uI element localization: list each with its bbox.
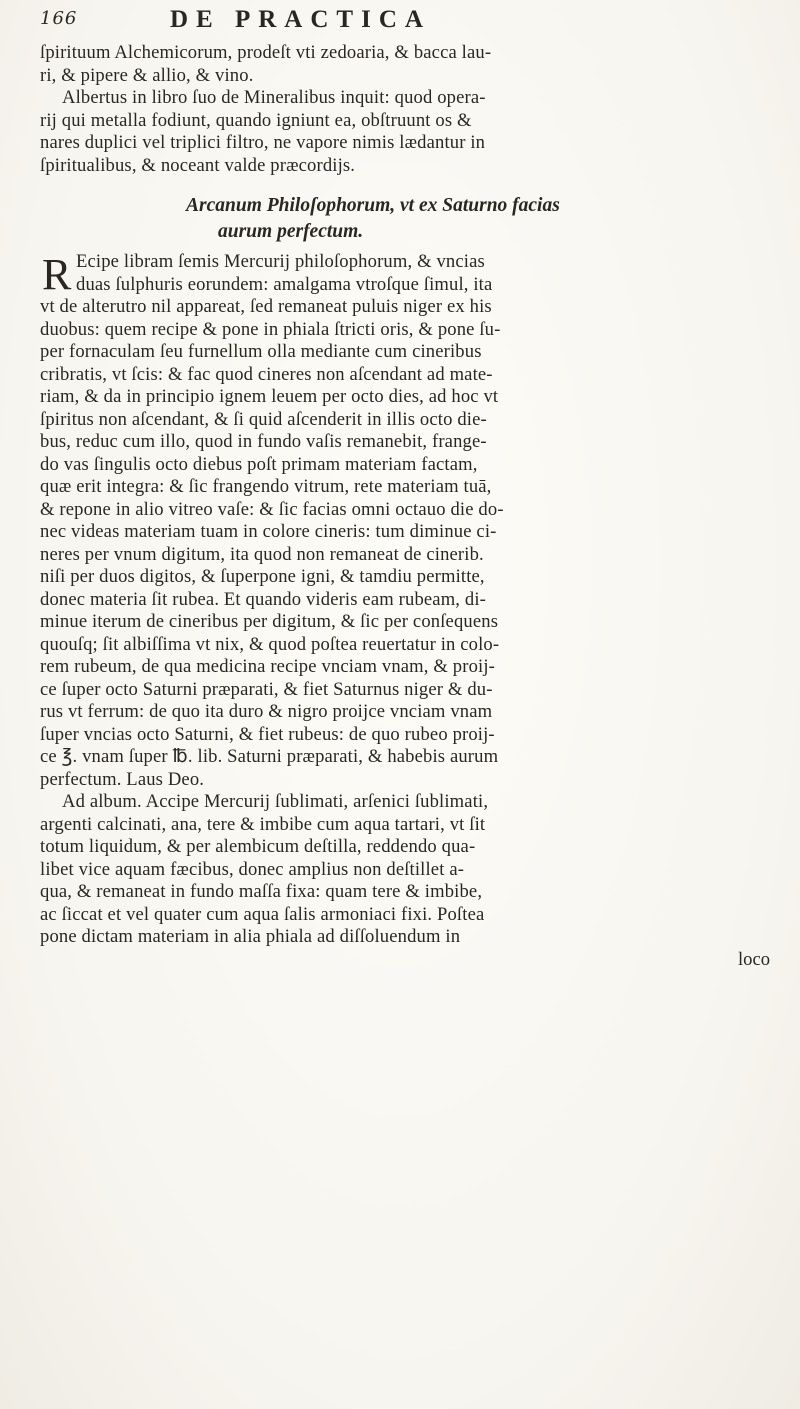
text-block: [40, 42, 780, 971]
text-line: Albertus in libro ſuo de Mineralibus inquit: quod opera-: [62, 87, 486, 108]
text-line: cribratis, vt ſcis: & fac quod cineres non aſcendant ad mate-: [40, 363, 493, 385]
text-line: rij qui metalla fodiunt, quando igniunt ea, obſtruunt os &: [40, 109, 472, 131]
text-line: nec videas materiam tuam in colore cineris: tum diminue ci-: [40, 521, 497, 542]
text-line: ſuper vncias octo Saturni, & fiet rubeus: de quo rubeo proij-: [40, 723, 495, 745]
catchword: loco: [737, 948, 770, 970]
text-line: qua, & remaneat in fundo maſſa fixa: quam tere & imbibe,: [40, 881, 483, 902]
text-line: ri, & pipere & allio, & vino.: [40, 64, 254, 86]
text-line: ſpirituum Alchemicorum, prodeſt vti zedoaria, & bacca lau-: [40, 42, 492, 63]
text-line: vt de alterutro nil appareat, ſed remaneat puluis niger ex his: [40, 296, 492, 317]
text-line: totum liquidum, & per alembicum deſtilla, reddendo qua-: [40, 836, 476, 857]
running-title: DE PRACTICA: [170, 6, 431, 33]
text-line: pone dictam materiam in alia phiala ad diſſoluendum in: [40, 926, 461, 947]
text-line: ſpiritualibus, & noceant valde præcordijs.: [40, 154, 356, 176]
section-heading: Arcanum Philoſophorum, vt ex Saturno facias: [186, 195, 560, 216]
recipe-paragraph: [40, 251, 780, 791]
page-number: 166: [40, 8, 78, 29]
text-line: ce ſuper octo Saturni præparati, & fiet Saturnus niger & du-: [40, 678, 493, 700]
text-line: nares duplici vel triplici filtro, ne vapore nimis lædantur in: [40, 132, 486, 153]
text-line: duobus: quem recipe & pone in phiala ſtricti oris, & pone ſu-: [40, 318, 501, 340]
text-line: quouſq; ſit albiſſima vt nix, & quod poſtea reuertatur in colo-: [40, 633, 500, 655]
text-line: riam, & da in principio ignem leuem per octo dies, ad hoc vt: [40, 386, 499, 407]
text-line: rem rubeum, de qua medicina recipe vnciam vnam, & proij-: [40, 656, 496, 677]
text-line: per fornaculam ſeu furnellum olla mediante cum cineribus: [40, 341, 482, 362]
text-line: bus, reduc cum illo, quod in fundo vaſis remanebit, frange-: [40, 431, 487, 452]
intro-paragraph: [40, 42, 780, 177]
drop-cap: R: [42, 250, 72, 299]
album-paragraph: [40, 791, 780, 949]
text-line: Ad album. Accipe Mercurij ſublimati, arſenici ſublimati,: [62, 791, 489, 812]
text-line: minue iterum de cineribus per digitum, & ſic per conſequens: [40, 611, 499, 632]
text-line: ſpiritus non aſcendant, & ſi quid aſcenderit in illis octo die-: [40, 408, 487, 430]
text-line: neres per vnum digitum, ita quod non remaneat de cinerib.: [40, 543, 484, 565]
text-line: ac ſiccat et vel quater cum aqua ſalis armoniaci fixi. Poſtea: [40, 903, 485, 925]
text-line: quæ erit integra: & ſic frangendo vitrum, rete materiam tuā,: [40, 476, 492, 497]
text-line: & repone in alio vitreo vaſe: & ſic facias omni octauo die do-: [40, 498, 504, 520]
text-line: Ecipe libram ſemis Mercurij philoſophorum, & vncias: [76, 251, 485, 272]
text-line: argenti calcinati, ana, tere & imbibe cum aqua tartari, vt ſit: [40, 813, 486, 835]
text-line: libet vice aquam fæcibus, donec amplius non deſtillet a-: [40, 858, 465, 880]
text-line: rus vt ferrum: de quo ita duro & nigro proijce vnciam vnam: [40, 701, 493, 722]
text-line: niſi per duos digitos, & ſuperpone igni, & tamdiu permitte,: [40, 566, 485, 587]
running-head: [40, 6, 780, 38]
text-line: donec materia ſit rubea. Et quando videris eam rubeam, di-: [40, 588, 487, 610]
section-heading-continued: aurum perfectum.: [218, 221, 364, 242]
text-line: do vas ſingulis octo diebus poſt primam materiam factam,: [40, 453, 478, 475]
text-line: duas ſulphuris eorundem: amalgama vtroſque ſimul, ita: [76, 273, 493, 295]
text-line: perfectum. Laus Deo.: [40, 768, 205, 790]
text-line: ce ℥. vnam ſuper ℔. lib. Saturni præparati, & habebis aurum: [40, 746, 499, 767]
